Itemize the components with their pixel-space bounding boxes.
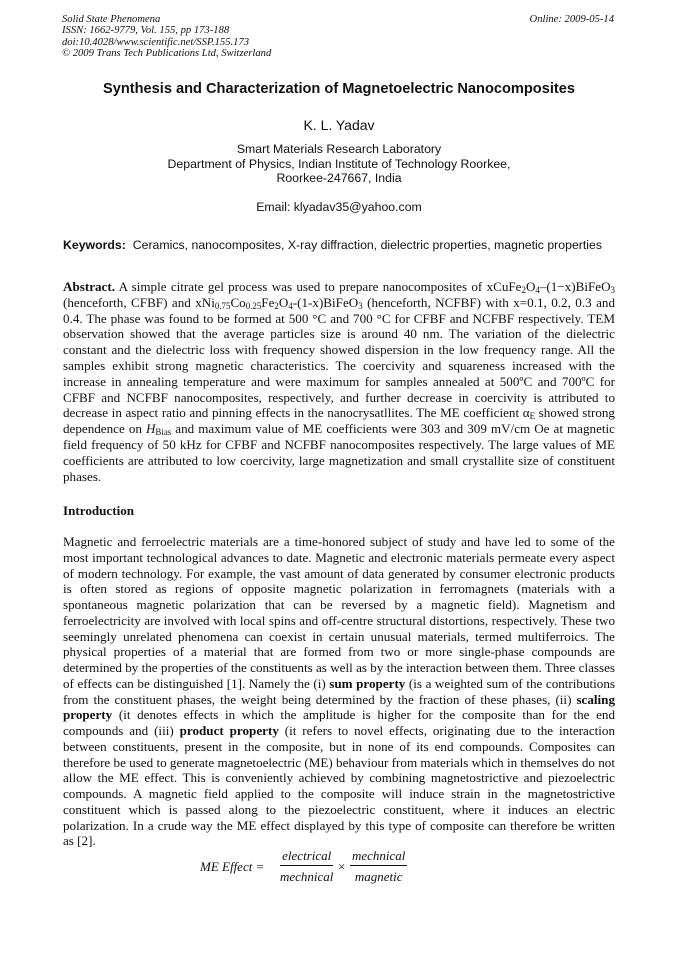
author-email: Email: klyadav35@yahoo.com [256, 200, 422, 214]
scaling-property-term: scaling property [63, 691, 615, 723]
times-symbol: × [338, 859, 346, 874]
intro-text: (is a weighted sum of the contributions from the constituent phases, the weight being determined by the fraction of these phases, (ii) [63, 675, 615, 707]
affiliation-line: Roorkee-247667, India [276, 171, 402, 186]
subscript: 0.75 [214, 301, 231, 312]
fraction-denominator: magnetic [354, 869, 403, 884]
online-date: Online: 2009-05-14 [529, 14, 614, 25]
h-bias-symbol: H [145, 421, 156, 437]
subscript: 0.25 [245, 301, 262, 312]
intro-text: (it denotes effects in which the amplitude is higher for the composite than for the end compounds and (iii) [63, 707, 615, 738]
introduction-body [63, 534, 615, 849]
abstract-text: (henceforth, CFBF) and xNi [63, 294, 215, 310]
abstract-text: Co [230, 294, 246, 310]
journal-header [62, 14, 482, 60]
copyright-line: © 2009 Trans Tech Publications Ltd, Switzerland [62, 48, 272, 60]
keywords [63, 238, 615, 253]
subscript: 3 [610, 285, 615, 296]
subscript: Bias [155, 427, 172, 438]
fraction-electrical-mechnical [280, 848, 333, 885]
subscript: 2 [274, 301, 279, 312]
abstract [63, 279, 615, 484]
sum-property-term: sum property [329, 675, 406, 691]
abstract-text: A simple citrate gel process was used to prepare nanocomposites of xCuFe [115, 279, 522, 294]
abstract-text: (henceforth, NCFBF) with x=0.1, 0.2, 0.3 and 0.4. The phase was found to be formed at 500 °C and 700 °C for CFBF and NCFBF respectively. TEM observation showed that the average particles size is around 40 nm. The variation of the dielectric constant and the dielectric loss with frequency showed dispersion in the low frequency range. All the samples exhibit strong magnetic characteristics. The coercivity and squareness increased with the increase in annealing temperature and were maximum for samples annealed at 500ºC and 700ºC for CFBF and NCFBF nanocomposites, respectively, and further decrease in coercivity is attributed to decrease in aspect ratio and pinning effects in the nanocrysatllites. The ME coefficient α [63, 294, 616, 421]
affiliation-line: Department of Physics, Indian Institute of Technology Roorkee, [167, 156, 511, 171]
abstract-label: Abstract. [63, 279, 115, 294]
section-heading: Introduction [63, 503, 135, 518]
abstract-text: O [525, 279, 536, 294]
intro-text: Magnetic and ferroelectric materials are a time-honored subject of study and have led to some of the most important technological advances to date. Magnetic and electronic materials permeate every aspect of modern technology. For example, the vast amount of data generated by consumer electronic products is often stored as regions of opposite magnetic polarization in ferromagnets (materials with a spontaneous magnetic polarization that can be reversed by a magnetic field). Magnetism and ferroelectricity are involved with local spins and off-centre structural distortions, respectively. These two seemingly unrelated phenomena can coexist in certain unusual materials, termed multiferroics. The physical properties of a material that are formed from two or more single-phase compounds are determined by the properties of the constituents as well as by the interaction between them. Three classes of effects can be distinguished [1]. Namely the (i) [63, 534, 615, 691]
affiliation-line: Smart Materials Research Laboratory [236, 142, 442, 156]
abstract-text: -(1-x)BiFeO [292, 294, 359, 310]
abstract-text: O [278, 294, 289, 310]
affiliation [40, 142, 638, 186]
product-property-term: product property [179, 723, 279, 738]
subscript: 4 [288, 301, 293, 312]
abstract-text: and maximum value of ME coefficients were 303 and 309 mV/cm Oe at magnetic field frequency of 50 kHz for CFBF and NCFBF nanocomposites respectively. The large values of ME coefficients are attributed to low coercivity, large magnetization and small crystallite size of constituent phases. [63, 421, 615, 484]
abstract-text: Fe [261, 294, 275, 310]
keywords-label: Keywords: [63, 238, 126, 252]
subscript: E [529, 411, 535, 422]
doi-line: doi:10.4028/www.scientific.net/SSP.155.173 [62, 36, 250, 48]
subscript: 4 [535, 285, 540, 296]
equation-lhs: ME Effect = [200, 859, 265, 874]
me-effect-equation [200, 848, 440, 888]
fraction-numerator: mechnical [350, 848, 407, 866]
abstract-text: –(1−x)BiFeO [539, 279, 611, 294]
author-name: K. L. Yadav [303, 117, 375, 133]
intro-text: (it refers to novel effects, originating due to the interaction between constituents, present in the composite, but in none of its end compounds. Composites can therefore be used to generate magnetoelectric (ME) behaviour from materials which in themselves do not allow the ME effect. This is conveniently achieved by combining magnetostrictive and piezoelectric compounds. A magnetic field applied to the composite will induce strain in the magnetostrictive constituent which is passed along to the piezoelectric constituent, where it induces an electric polarization. In a crude way the ME effect displayed by this type of composite can therefore be written as [2]. [63, 723, 616, 849]
subscript: 2 [521, 285, 526, 296]
fraction-numerator: electrical [280, 848, 333, 866]
journal-name: Solid State Phenomena [62, 14, 161, 25]
fraction-mechnical-magnetic [350, 848, 407, 885]
issn-line: ISSN: 1662-9779, Vol. 155, pp 173-188 [62, 25, 230, 37]
fraction-denominator: mechnical [280, 869, 334, 884]
subscript: 3 [358, 301, 363, 312]
abstract-text: showed strong dependence on [63, 405, 615, 437]
keywords-text: Ceramics, nanocomposites, X-ray diffraction, dielectric properties, magnetic properties [132, 238, 603, 252]
paper-title: Synthesis and Characterization of Magnetoelectric Nanocomposites [103, 81, 575, 97]
